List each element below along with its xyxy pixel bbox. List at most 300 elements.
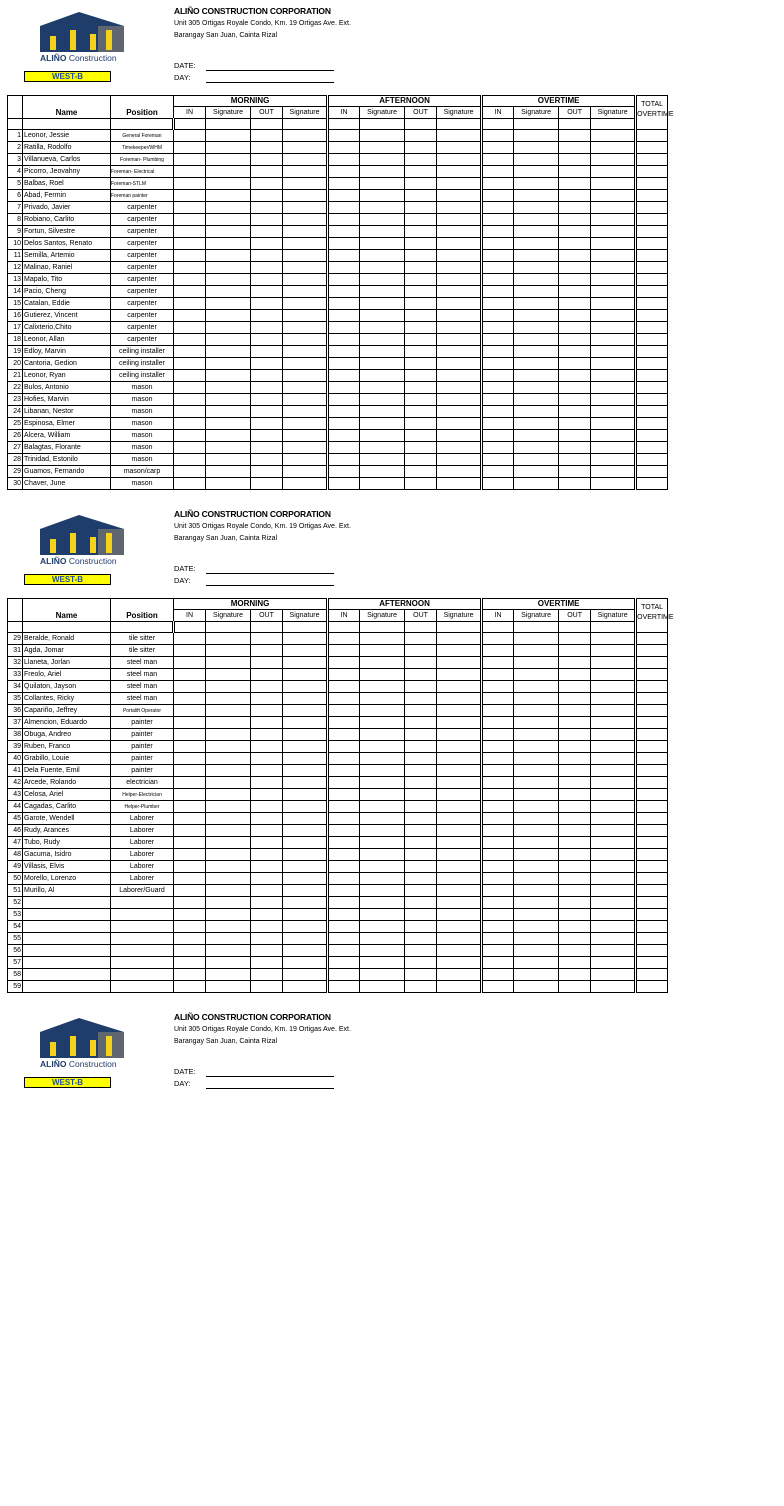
afternoon-out-cell[interactable] (405, 238, 437, 250)
overtime-signature-cell[interactable] (514, 322, 559, 334)
afternoon-signature-cell[interactable] (437, 825, 482, 837)
overtime-signature-cell[interactable] (591, 717, 636, 729)
overtime-in-cell[interactable] (482, 753, 514, 765)
afternoon-signature-cell[interactable] (360, 945, 405, 957)
afternoon-signature-cell[interactable] (437, 202, 482, 214)
overtime-out-cell[interactable] (559, 789, 591, 801)
morning-in-cell[interactable] (174, 298, 206, 310)
morning-out-cell[interactable] (251, 346, 283, 358)
overtime-signature-cell[interactable] (591, 837, 636, 849)
overtime-in-cell[interactable] (482, 777, 514, 789)
morning-signature-cell[interactable] (206, 753, 251, 765)
afternoon-out-cell[interactable] (405, 801, 437, 813)
afternoon-in-cell[interactable] (328, 382, 360, 394)
afternoon-signature-cell[interactable] (360, 885, 405, 897)
overtime-in-cell[interactable] (482, 226, 514, 238)
morning-signature-cell[interactable] (283, 789, 328, 801)
morning-signature-cell[interactable] (283, 274, 328, 286)
overtime-in-cell[interactable] (482, 370, 514, 382)
overtime-signature-cell[interactable] (514, 238, 559, 250)
overtime-signature-cell[interactable] (514, 382, 559, 394)
overtime-signature-cell[interactable] (514, 190, 559, 202)
morning-out-cell[interactable] (251, 933, 283, 945)
morning-signature-cell[interactable] (206, 154, 251, 166)
morning-signature-cell[interactable] (283, 837, 328, 849)
overtime-signature-cell[interactable] (591, 741, 636, 753)
total-overtime-cell[interactable] (636, 765, 668, 777)
afternoon-in-cell[interactable] (328, 214, 360, 226)
afternoon-in-cell[interactable] (328, 849, 360, 861)
afternoon-out-cell[interactable] (405, 825, 437, 837)
afternoon-in-cell[interactable] (328, 921, 360, 933)
morning-signature-cell[interactable] (283, 897, 328, 909)
overtime-signature-cell[interactable] (591, 861, 636, 873)
overtime-signature-cell[interactable] (591, 370, 636, 382)
morning-signature-cell[interactable] (283, 765, 328, 777)
morning-in-cell[interactable] (174, 214, 206, 226)
overtime-signature-cell[interactable] (591, 478, 636, 490)
morning-signature-cell[interactable] (206, 789, 251, 801)
afternoon-out-cell[interactable] (405, 310, 437, 322)
morning-signature-cell[interactable] (283, 478, 328, 490)
overtime-signature-cell[interactable] (514, 981, 559, 993)
morning-signature-cell[interactable] (283, 753, 328, 765)
afternoon-signature-cell[interactable] (360, 466, 405, 478)
afternoon-signature-cell[interactable] (360, 262, 405, 274)
overtime-signature-cell[interactable] (514, 897, 559, 909)
morning-signature-cell[interactable] (283, 442, 328, 454)
total-overtime-cell[interactable] (636, 861, 668, 873)
afternoon-signature-cell[interactable] (437, 777, 482, 789)
afternoon-out-cell[interactable] (405, 945, 437, 957)
morning-signature-cell[interactable] (206, 825, 251, 837)
afternoon-out-cell[interactable] (405, 154, 437, 166)
overtime-signature-cell[interactable] (591, 885, 636, 897)
afternoon-in-cell[interactable] (328, 202, 360, 214)
morning-signature-cell[interactable] (206, 214, 251, 226)
morning-in-cell[interactable] (174, 154, 206, 166)
morning-signature-cell[interactable] (283, 202, 328, 214)
total-overtime-cell[interactable] (636, 214, 668, 226)
afternoon-in-cell[interactable] (328, 909, 360, 921)
afternoon-signature-cell[interactable] (360, 681, 405, 693)
afternoon-in-cell[interactable] (328, 334, 360, 346)
afternoon-in-cell[interactable] (328, 178, 360, 190)
overtime-in-cell[interactable] (482, 705, 514, 717)
morning-signature-cell[interactable] (206, 849, 251, 861)
afternoon-signature-cell[interactable] (360, 981, 405, 993)
overtime-out-cell[interactable] (559, 909, 591, 921)
afternoon-signature-cell[interactable] (437, 657, 482, 669)
afternoon-signature-cell[interactable] (437, 885, 482, 897)
overtime-signature-cell[interactable] (514, 945, 559, 957)
overtime-out-cell[interactable] (559, 645, 591, 657)
morning-signature-cell[interactable] (206, 873, 251, 885)
morning-signature-cell[interactable] (283, 334, 328, 346)
overtime-signature-cell[interactable] (514, 633, 559, 645)
afternoon-in-cell[interactable] (328, 645, 360, 657)
afternoon-signature-cell[interactable] (437, 286, 482, 298)
afternoon-in-cell[interactable] (328, 394, 360, 406)
morning-out-cell[interactable] (251, 801, 283, 813)
overtime-out-cell[interactable] (559, 933, 591, 945)
afternoon-in-cell[interactable] (328, 681, 360, 693)
overtime-signature-cell[interactable] (591, 394, 636, 406)
afternoon-signature-cell[interactable] (360, 214, 405, 226)
overtime-out-cell[interactable] (559, 370, 591, 382)
morning-out-cell[interactable] (251, 825, 283, 837)
afternoon-signature-cell[interactable] (437, 190, 482, 202)
morning-signature-cell[interactable] (283, 214, 328, 226)
morning-out-cell[interactable] (251, 753, 283, 765)
morning-signature-cell[interactable] (283, 238, 328, 250)
afternoon-signature-cell[interactable] (360, 657, 405, 669)
morning-out-cell[interactable] (251, 262, 283, 274)
afternoon-signature-cell[interactable] (360, 789, 405, 801)
afternoon-out-cell[interactable] (405, 681, 437, 693)
morning-out-cell[interactable] (251, 430, 283, 442)
overtime-out-cell[interactable] (559, 358, 591, 370)
overtime-in-cell[interactable] (482, 262, 514, 274)
overtime-signature-cell[interactable] (591, 633, 636, 645)
afternoon-in-cell[interactable] (328, 130, 360, 142)
morning-signature-cell[interactable] (206, 693, 251, 705)
afternoon-signature-cell[interactable] (360, 969, 405, 981)
afternoon-in-cell[interactable] (328, 238, 360, 250)
morning-signature-cell[interactable] (283, 717, 328, 729)
morning-in-cell[interactable] (174, 442, 206, 454)
overtime-out-cell[interactable] (559, 418, 591, 430)
overtime-signature-cell[interactable] (514, 298, 559, 310)
afternoon-signature-cell[interactable] (360, 394, 405, 406)
overtime-out-cell[interactable] (559, 142, 591, 154)
overtime-out-cell[interactable] (559, 741, 591, 753)
morning-signature-cell[interactable] (206, 705, 251, 717)
morning-in-cell[interactable] (174, 286, 206, 298)
morning-in-cell[interactable] (174, 406, 206, 418)
overtime-out-cell[interactable] (559, 406, 591, 418)
overtime-in-cell[interactable] (482, 681, 514, 693)
morning-signature-cell[interactable] (206, 957, 251, 969)
afternoon-signature-cell[interactable] (437, 813, 482, 825)
afternoon-in-cell[interactable] (328, 478, 360, 490)
morning-signature-cell[interactable] (206, 262, 251, 274)
afternoon-out-cell[interactable] (405, 765, 437, 777)
afternoon-out-cell[interactable] (405, 478, 437, 490)
afternoon-in-cell[interactable] (328, 274, 360, 286)
morning-in-cell[interactable] (174, 705, 206, 717)
morning-signature-cell[interactable] (206, 813, 251, 825)
afternoon-signature-cell[interactable] (360, 190, 405, 202)
overtime-out-cell[interactable] (559, 705, 591, 717)
morning-signature-cell[interactable] (206, 238, 251, 250)
afternoon-in-cell[interactable] (328, 466, 360, 478)
overtime-out-cell[interactable] (559, 190, 591, 202)
afternoon-signature-cell[interactable] (360, 897, 405, 909)
total-overtime-cell[interactable] (636, 166, 668, 178)
afternoon-out-cell[interactable] (405, 885, 437, 897)
afternoon-signature-cell[interactable] (437, 705, 482, 717)
afternoon-in-cell[interactable] (328, 693, 360, 705)
overtime-signature-cell[interactable] (591, 166, 636, 178)
morning-signature-cell[interactable] (283, 190, 328, 202)
morning-in-cell[interactable] (174, 454, 206, 466)
morning-out-cell[interactable] (251, 214, 283, 226)
morning-signature-cell[interactable] (206, 933, 251, 945)
overtime-out-cell[interactable] (559, 693, 591, 705)
overtime-signature-cell[interactable] (514, 346, 559, 358)
afternoon-signature-cell[interactable] (437, 310, 482, 322)
morning-signature-cell[interactable] (283, 729, 328, 741)
afternoon-signature-cell[interactable] (360, 777, 405, 789)
overtime-signature-cell[interactable] (514, 262, 559, 274)
afternoon-in-cell[interactable] (328, 717, 360, 729)
overtime-signature-cell[interactable] (514, 789, 559, 801)
overtime-in-cell[interactable] (482, 250, 514, 262)
overtime-in-cell[interactable] (482, 382, 514, 394)
total-overtime-cell[interactable] (636, 358, 668, 370)
afternoon-signature-cell[interactable] (437, 466, 482, 478)
morning-signature-cell[interactable] (206, 478, 251, 490)
overtime-in-cell[interactable] (482, 142, 514, 154)
morning-in-cell[interactable] (174, 142, 206, 154)
morning-out-cell[interactable] (251, 466, 283, 478)
total-overtime-cell[interactable] (636, 729, 668, 741)
overtime-signature-cell[interactable] (591, 825, 636, 837)
afternoon-out-cell[interactable] (405, 358, 437, 370)
overtime-signature-cell[interactable] (514, 250, 559, 262)
overtime-signature-cell[interactable] (514, 693, 559, 705)
morning-out-cell[interactable] (251, 274, 283, 286)
afternoon-signature-cell[interactable] (437, 969, 482, 981)
overtime-in-cell[interactable] (482, 873, 514, 885)
afternoon-signature-cell[interactable] (437, 897, 482, 909)
afternoon-signature-cell[interactable] (437, 801, 482, 813)
morning-in-cell[interactable] (174, 909, 206, 921)
morning-signature-cell[interactable] (206, 921, 251, 933)
morning-signature-cell[interactable] (206, 717, 251, 729)
total-overtime-cell[interactable] (636, 693, 668, 705)
morning-signature-cell[interactable] (283, 394, 328, 406)
afternoon-out-cell[interactable] (405, 274, 437, 286)
overtime-out-cell[interactable] (559, 310, 591, 322)
overtime-out-cell[interactable] (559, 657, 591, 669)
afternoon-signature-cell[interactable] (360, 430, 405, 442)
afternoon-in-cell[interactable] (328, 825, 360, 837)
overtime-out-cell[interactable] (559, 442, 591, 454)
afternoon-out-cell[interactable] (405, 190, 437, 202)
overtime-in-cell[interactable] (482, 933, 514, 945)
morning-in-cell[interactable] (174, 837, 206, 849)
overtime-out-cell[interactable] (559, 214, 591, 226)
afternoon-out-cell[interactable] (405, 789, 437, 801)
overtime-signature-cell[interactable] (591, 933, 636, 945)
overtime-signature-cell[interactable] (514, 214, 559, 226)
overtime-signature-cell[interactable] (591, 346, 636, 358)
overtime-signature-cell[interactable] (514, 909, 559, 921)
date-field[interactable] (206, 60, 334, 71)
morning-signature-cell[interactable] (206, 142, 251, 154)
morning-in-cell[interactable] (174, 789, 206, 801)
overtime-signature-cell[interactable] (591, 298, 636, 310)
overtime-out-cell[interactable] (559, 226, 591, 238)
morning-in-cell[interactable] (174, 825, 206, 837)
total-overtime-cell[interactable] (636, 825, 668, 837)
total-overtime-cell[interactable] (636, 478, 668, 490)
morning-signature-cell[interactable] (283, 262, 328, 274)
total-overtime-cell[interactable] (636, 741, 668, 753)
afternoon-in-cell[interactable] (328, 801, 360, 813)
overtime-out-cell[interactable] (559, 837, 591, 849)
overtime-out-cell[interactable] (559, 897, 591, 909)
overtime-signature-cell[interactable] (514, 681, 559, 693)
afternoon-out-cell[interactable] (405, 430, 437, 442)
morning-out-cell[interactable] (251, 358, 283, 370)
overtime-signature-cell[interactable] (514, 274, 559, 286)
afternoon-signature-cell[interactable] (437, 945, 482, 957)
morning-in-cell[interactable] (174, 969, 206, 981)
afternoon-signature-cell[interactable] (437, 178, 482, 190)
afternoon-signature-cell[interactable] (360, 921, 405, 933)
morning-in-cell[interactable] (174, 466, 206, 478)
overtime-out-cell[interactable] (559, 885, 591, 897)
overtime-signature-cell[interactable] (514, 645, 559, 657)
morning-out-cell[interactable] (251, 777, 283, 789)
overtime-signature-cell[interactable] (514, 310, 559, 322)
afternoon-signature-cell[interactable] (437, 921, 482, 933)
morning-signature-cell[interactable] (206, 178, 251, 190)
afternoon-signature-cell[interactable] (437, 370, 482, 382)
afternoon-signature-cell[interactable] (437, 334, 482, 346)
morning-in-cell[interactable] (174, 226, 206, 238)
overtime-signature-cell[interactable] (591, 729, 636, 741)
morning-signature-cell[interactable] (283, 154, 328, 166)
overtime-signature-cell[interactable] (514, 873, 559, 885)
morning-signature-cell[interactable] (206, 633, 251, 645)
morning-out-cell[interactable] (251, 178, 283, 190)
afternoon-signature-cell[interactable] (360, 406, 405, 418)
morning-out-cell[interactable] (251, 669, 283, 681)
total-overtime-cell[interactable] (636, 789, 668, 801)
overtime-signature-cell[interactable] (591, 418, 636, 430)
afternoon-in-cell[interactable] (328, 310, 360, 322)
overtime-signature-cell[interactable] (514, 454, 559, 466)
afternoon-out-cell[interactable] (405, 957, 437, 969)
overtime-signature-cell[interactable] (591, 382, 636, 394)
overtime-out-cell[interactable] (559, 166, 591, 178)
afternoon-signature-cell[interactable] (360, 478, 405, 490)
total-overtime-cell[interactable] (636, 286, 668, 298)
overtime-signature-cell[interactable] (514, 130, 559, 142)
overtime-in-cell[interactable] (482, 322, 514, 334)
morning-in-cell[interactable] (174, 693, 206, 705)
afternoon-in-cell[interactable] (328, 418, 360, 430)
morning-in-cell[interactable] (174, 238, 206, 250)
morning-out-cell[interactable] (251, 693, 283, 705)
day-field[interactable] (206, 72, 334, 83)
morning-signature-cell[interactable] (206, 969, 251, 981)
morning-in-cell[interactable] (174, 262, 206, 274)
morning-signature-cell[interactable] (206, 274, 251, 286)
afternoon-in-cell[interactable] (328, 322, 360, 334)
morning-in-cell[interactable] (174, 202, 206, 214)
total-overtime-cell[interactable] (636, 154, 668, 166)
afternoon-out-cell[interactable] (405, 298, 437, 310)
morning-signature-cell[interactable] (283, 657, 328, 669)
morning-in-cell[interactable] (174, 897, 206, 909)
overtime-out-cell[interactable] (559, 430, 591, 442)
overtime-signature-cell[interactable] (514, 765, 559, 777)
morning-signature-cell[interactable] (206, 190, 251, 202)
overtime-signature-cell[interactable] (591, 178, 636, 190)
overtime-signature-cell[interactable] (514, 202, 559, 214)
morning-signature-cell[interactable] (206, 765, 251, 777)
morning-signature-cell[interactable] (206, 466, 251, 478)
morning-in-cell[interactable] (174, 873, 206, 885)
morning-signature-cell[interactable] (283, 705, 328, 717)
overtime-out-cell[interactable] (559, 801, 591, 813)
afternoon-out-cell[interactable] (405, 969, 437, 981)
overtime-out-cell[interactable] (559, 250, 591, 262)
overtime-out-cell[interactable] (559, 274, 591, 286)
morning-in-cell[interactable] (174, 274, 206, 286)
afternoon-signature-cell[interactable] (437, 933, 482, 945)
morning-out-cell[interactable] (251, 418, 283, 430)
total-overtime-cell[interactable] (636, 262, 668, 274)
overtime-signature-cell[interactable] (514, 849, 559, 861)
overtime-out-cell[interactable] (559, 873, 591, 885)
morning-out-cell[interactable] (251, 897, 283, 909)
overtime-in-cell[interactable] (482, 430, 514, 442)
total-overtime-cell[interactable] (636, 681, 668, 693)
morning-in-cell[interactable] (174, 741, 206, 753)
overtime-in-cell[interactable] (482, 154, 514, 166)
overtime-in-cell[interactable] (482, 166, 514, 178)
afternoon-out-cell[interactable] (405, 669, 437, 681)
overtime-signature-cell[interactable] (591, 238, 636, 250)
overtime-signature-cell[interactable] (591, 969, 636, 981)
morning-signature-cell[interactable] (283, 226, 328, 238)
overtime-out-cell[interactable] (559, 777, 591, 789)
overtime-signature-cell[interactable] (514, 777, 559, 789)
morning-out-cell[interactable] (251, 957, 283, 969)
overtime-in-cell[interactable] (482, 130, 514, 142)
overtime-signature-cell[interactable] (591, 909, 636, 921)
morning-out-cell[interactable] (251, 454, 283, 466)
morning-out-cell[interactable] (251, 885, 283, 897)
overtime-signature-cell[interactable] (514, 394, 559, 406)
afternoon-signature-cell[interactable] (437, 166, 482, 178)
morning-in-cell[interactable] (174, 166, 206, 178)
afternoon-signature-cell[interactable] (437, 957, 482, 969)
morning-signature-cell[interactable] (206, 777, 251, 789)
overtime-out-cell[interactable] (559, 957, 591, 969)
morning-in-cell[interactable] (174, 418, 206, 430)
morning-signature-cell[interactable] (283, 813, 328, 825)
overtime-signature-cell[interactable] (591, 226, 636, 238)
morning-out-cell[interactable] (251, 765, 283, 777)
afternoon-out-cell[interactable] (405, 322, 437, 334)
overtime-signature-cell[interactable] (591, 981, 636, 993)
overtime-signature-cell[interactable] (514, 957, 559, 969)
afternoon-signature-cell[interactable] (360, 418, 405, 430)
overtime-signature-cell[interactable] (514, 921, 559, 933)
overtime-signature-cell[interactable] (591, 466, 636, 478)
afternoon-in-cell[interactable] (328, 142, 360, 154)
overtime-in-cell[interactable] (482, 765, 514, 777)
morning-out-cell[interactable] (251, 442, 283, 454)
afternoon-out-cell[interactable] (405, 921, 437, 933)
